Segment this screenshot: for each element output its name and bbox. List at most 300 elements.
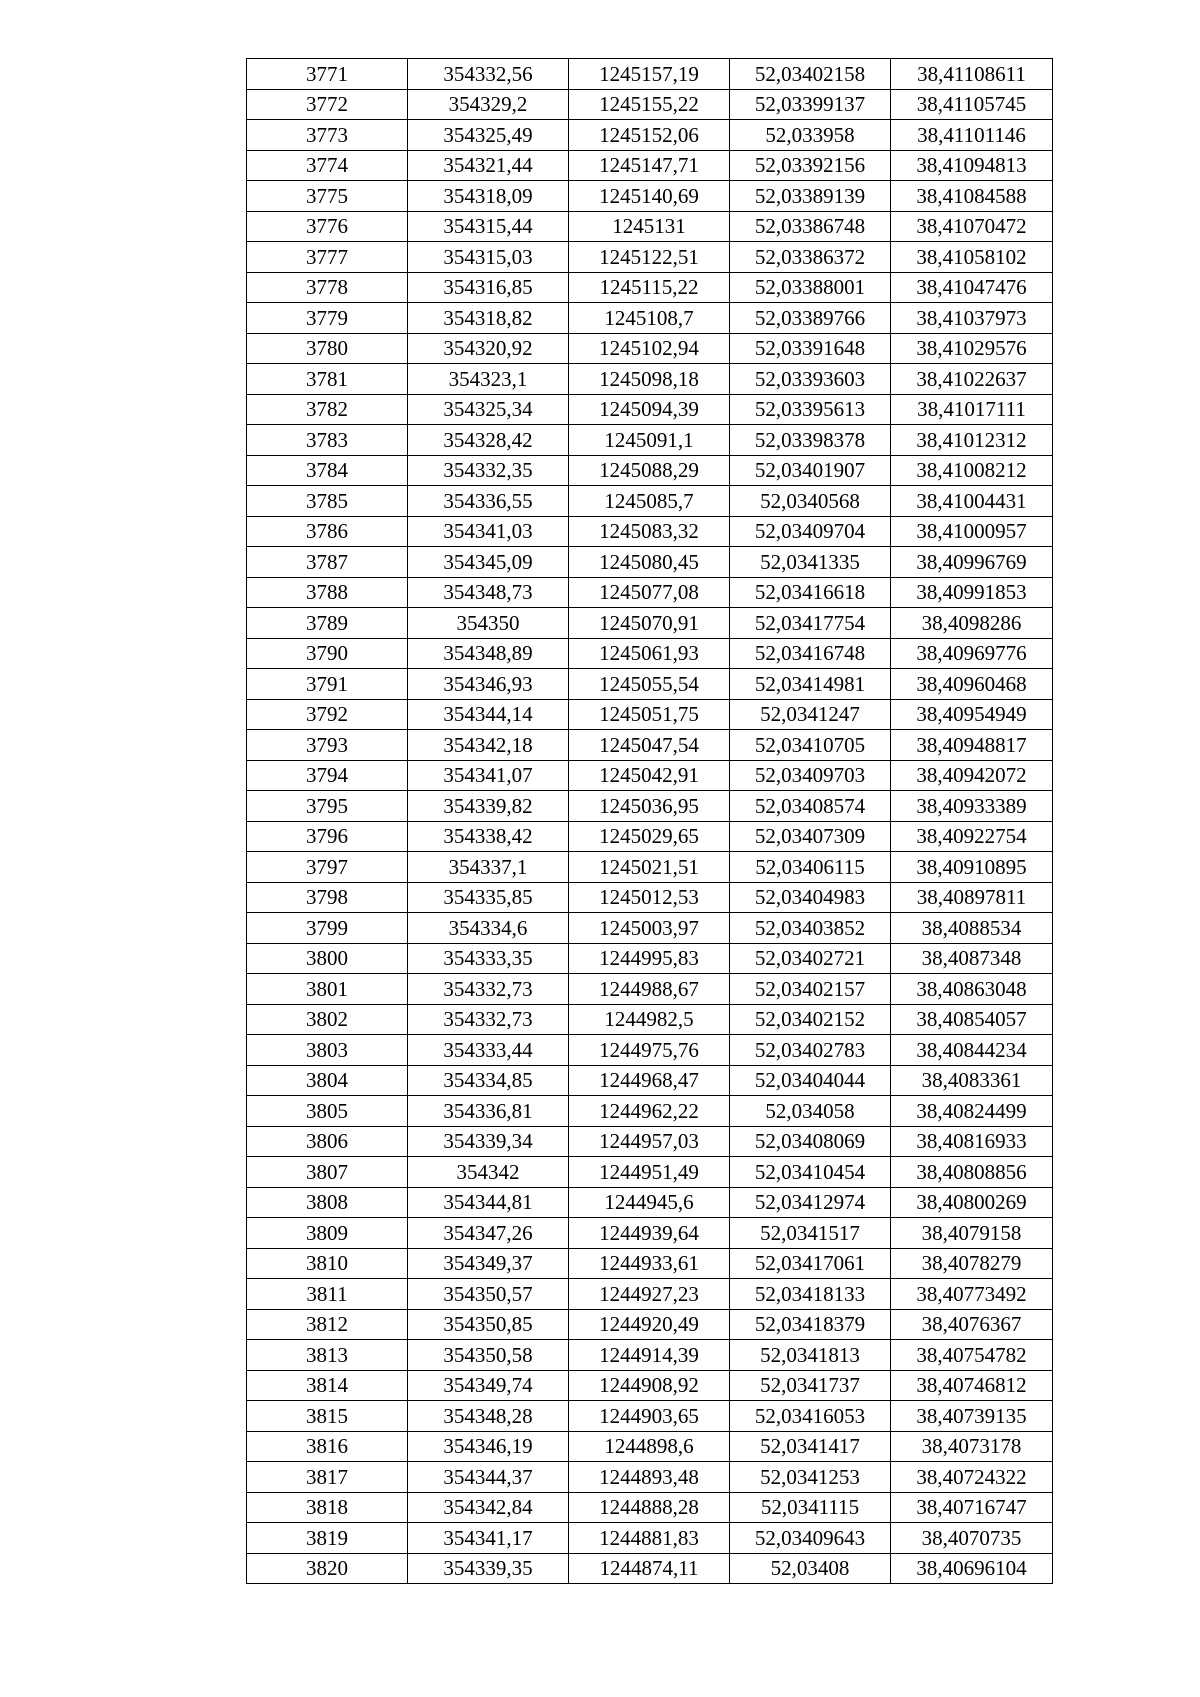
- table-row: [247, 303, 1053, 334]
- longitude-cell: 38,40808856: [891, 1157, 1053, 1188]
- y-coordinate-cell: 1244874,11: [569, 1553, 730, 1584]
- longitude-cell: 38,41017111: [891, 394, 1053, 425]
- y-coordinate-cell: 1245088,29: [569, 455, 730, 486]
- point-number-cell: 3810: [247, 1248, 408, 1279]
- longitude-cell: 38,40824499: [891, 1096, 1053, 1127]
- table-row: [247, 425, 1053, 456]
- y-coordinate-cell: 1245091,1: [569, 425, 730, 456]
- latitude-cell: 52,03388001: [730, 272, 891, 303]
- table-row: [247, 211, 1053, 242]
- point-number-cell: 3779: [247, 303, 408, 334]
- longitude-cell: 38,4078279: [891, 1248, 1053, 1279]
- y-coordinate-cell: 1245051,75: [569, 699, 730, 730]
- table-row: [247, 1157, 1053, 1188]
- table-row: [247, 608, 1053, 639]
- latitude-cell: 52,0341115: [730, 1492, 891, 1523]
- y-coordinate-cell: 1244982,5: [569, 1004, 730, 1035]
- y-coordinate-cell: 1245042,91: [569, 760, 730, 791]
- point-number-cell: 3781: [247, 364, 408, 395]
- longitude-cell: 38,41000957: [891, 516, 1053, 547]
- point-number-cell: 3787: [247, 547, 408, 578]
- y-coordinate-cell: 1245108,7: [569, 303, 730, 334]
- latitude-cell: 52,03404044: [730, 1065, 891, 1096]
- point-number-cell: 3805: [247, 1096, 408, 1127]
- longitude-cell: 38,40897811: [891, 882, 1053, 913]
- point-number-cell: 3785: [247, 486, 408, 517]
- longitude-cell: 38,40724322: [891, 1462, 1053, 1493]
- table-row: [247, 1492, 1053, 1523]
- x-coordinate-cell: 354328,42: [408, 425, 569, 456]
- longitude-cell: 38,40739135: [891, 1401, 1053, 1432]
- x-coordinate-cell: 354339,82: [408, 791, 569, 822]
- point-number-cell: 3819: [247, 1523, 408, 1554]
- y-coordinate-cell: 1245021,51: [569, 852, 730, 883]
- longitude-cell: 38,41105745: [891, 89, 1053, 120]
- longitude-cell: 38,41094813: [891, 150, 1053, 181]
- y-coordinate-cell: 1244995,83: [569, 943, 730, 974]
- latitude-cell: 52,0340568: [730, 486, 891, 517]
- point-number-cell: 3778: [247, 272, 408, 303]
- longitude-cell: 38,40910895: [891, 852, 1053, 883]
- longitude-cell: 38,40773492: [891, 1279, 1053, 1310]
- latitude-cell: 52,03408069: [730, 1126, 891, 1157]
- point-number-cell: 3795: [247, 791, 408, 822]
- latitude-cell: 52,03401907: [730, 455, 891, 486]
- longitude-cell: 38,41084588: [891, 181, 1053, 212]
- table-row: [247, 943, 1053, 974]
- table-row: [247, 1126, 1053, 1157]
- x-coordinate-cell: 354342,18: [408, 730, 569, 761]
- longitude-cell: 38,40844234: [891, 1035, 1053, 1066]
- point-number-cell: 3793: [247, 730, 408, 761]
- latitude-cell: 52,03404983: [730, 882, 891, 913]
- longitude-cell: 38,41101146: [891, 120, 1053, 151]
- table-row: [247, 699, 1053, 730]
- x-coordinate-cell: 354344,14: [408, 699, 569, 730]
- point-number-cell: 3786: [247, 516, 408, 547]
- y-coordinate-cell: 1245147,71: [569, 150, 730, 181]
- point-number-cell: 3791: [247, 669, 408, 700]
- point-number-cell: 3811: [247, 1279, 408, 1310]
- table-row: [247, 974, 1053, 1005]
- latitude-cell: 52,03402721: [730, 943, 891, 974]
- latitude-cell: 52,03410454: [730, 1157, 891, 1188]
- x-coordinate-cell: 354315,44: [408, 211, 569, 242]
- latitude-cell: 52,03410705: [730, 730, 891, 761]
- y-coordinate-cell: 1244888,28: [569, 1492, 730, 1523]
- y-coordinate-cell: 1244945,6: [569, 1187, 730, 1218]
- x-coordinate-cell: 354339,34: [408, 1126, 569, 1157]
- latitude-cell: 52,03391648: [730, 333, 891, 364]
- longitude-cell: 38,41058102: [891, 242, 1053, 273]
- table-row: [247, 669, 1053, 700]
- latitude-cell: 52,03417061: [730, 1248, 891, 1279]
- x-coordinate-cell: 354316,85: [408, 272, 569, 303]
- x-coordinate-cell: 354338,42: [408, 821, 569, 852]
- longitude-cell: 38,40954949: [891, 699, 1053, 730]
- latitude-cell: 52,03417754: [730, 608, 891, 639]
- table-row: [247, 1523, 1053, 1554]
- table-row: [247, 455, 1053, 486]
- table-row: [247, 913, 1053, 944]
- table-row: [247, 1431, 1053, 1462]
- longitude-cell: 38,41070472: [891, 211, 1053, 242]
- y-coordinate-cell: 1244927,23: [569, 1279, 730, 1310]
- latitude-cell: 52,03393603: [730, 364, 891, 395]
- longitude-cell: 38,4098286: [891, 608, 1053, 639]
- point-number-cell: 3794: [247, 760, 408, 791]
- point-number-cell: 3780: [247, 333, 408, 364]
- table-row: [247, 1401, 1053, 1432]
- x-coordinate-cell: 354344,81: [408, 1187, 569, 1218]
- y-coordinate-cell: 1244975,76: [569, 1035, 730, 1066]
- longitude-cell: 38,41037973: [891, 303, 1053, 334]
- table-row: [247, 1065, 1053, 1096]
- y-coordinate-cell: 1245157,19: [569, 59, 730, 90]
- x-coordinate-cell: 354348,73: [408, 577, 569, 608]
- y-coordinate-cell: 1245003,97: [569, 913, 730, 944]
- latitude-cell: 52,03402158: [730, 59, 891, 90]
- y-coordinate-cell: 1245047,54: [569, 730, 730, 761]
- longitude-cell: 38,41008212: [891, 455, 1053, 486]
- y-coordinate-cell: 1244903,65: [569, 1401, 730, 1432]
- point-number-cell: 3790: [247, 638, 408, 669]
- x-coordinate-cell: 354346,19: [408, 1431, 569, 1462]
- x-coordinate-cell: 354349,74: [408, 1370, 569, 1401]
- x-coordinate-cell: 354333,44: [408, 1035, 569, 1066]
- x-coordinate-cell: 354339,35: [408, 1553, 569, 1584]
- point-number-cell: 3774: [247, 150, 408, 181]
- y-coordinate-cell: 1245131: [569, 211, 730, 242]
- point-number-cell: 3807: [247, 1157, 408, 1188]
- x-coordinate-cell: 354325,34: [408, 394, 569, 425]
- latitude-cell: 52,03409643: [730, 1523, 891, 1554]
- y-coordinate-cell: 1244968,47: [569, 1065, 730, 1096]
- longitude-cell: 38,40854057: [891, 1004, 1053, 1035]
- table-row: [247, 394, 1053, 425]
- x-coordinate-cell: 354315,03: [408, 242, 569, 273]
- longitude-cell: 38,40800269: [891, 1187, 1053, 1218]
- x-coordinate-cell: 354336,55: [408, 486, 569, 517]
- table-row: [247, 730, 1053, 761]
- table-row: [247, 852, 1053, 883]
- longitude-cell: 38,40933389: [891, 791, 1053, 822]
- point-number-cell: 3797: [247, 852, 408, 883]
- longitude-cell: 38,4083361: [891, 1065, 1053, 1096]
- point-number-cell: 3783: [247, 425, 408, 456]
- latitude-cell: 52,03416618: [730, 577, 891, 608]
- latitude-cell: 52,03409704: [730, 516, 891, 547]
- y-coordinate-cell: 1245036,95: [569, 791, 730, 822]
- longitude-cell: 38,40991853: [891, 577, 1053, 608]
- latitude-cell: 52,03409703: [730, 760, 891, 791]
- x-coordinate-cell: 354350,58: [408, 1340, 569, 1371]
- point-number-cell: 3818: [247, 1492, 408, 1523]
- x-coordinate-cell: 354342,84: [408, 1492, 569, 1523]
- point-number-cell: 3817: [247, 1462, 408, 1493]
- latitude-cell: 52,03412974: [730, 1187, 891, 1218]
- latitude-cell: 52,03395613: [730, 394, 891, 425]
- latitude-cell: 52,03407309: [730, 821, 891, 852]
- x-coordinate-cell: 354348,28: [408, 1401, 569, 1432]
- point-number-cell: 3777: [247, 242, 408, 273]
- point-number-cell: 3773: [247, 120, 408, 151]
- x-coordinate-cell: 354347,26: [408, 1218, 569, 1249]
- point-number-cell: 3772: [247, 89, 408, 120]
- latitude-cell: 52,0341737: [730, 1370, 891, 1401]
- latitude-cell: 52,0341417: [730, 1431, 891, 1462]
- y-coordinate-cell: 1245070,91: [569, 608, 730, 639]
- x-coordinate-cell: 354334,85: [408, 1065, 569, 1096]
- point-number-cell: 3801: [247, 974, 408, 1005]
- latitude-cell: 52,03403852: [730, 913, 891, 944]
- point-number-cell: 3792: [247, 699, 408, 730]
- point-number-cell: 3796: [247, 821, 408, 852]
- y-coordinate-cell: 1244914,39: [569, 1340, 730, 1371]
- x-coordinate-cell: 354321,44: [408, 150, 569, 181]
- y-coordinate-cell: 1244988,67: [569, 974, 730, 1005]
- table-row: [247, 1096, 1053, 1127]
- table-row: [247, 1340, 1053, 1371]
- longitude-cell: 38,40754782: [891, 1340, 1053, 1371]
- point-number-cell: 3820: [247, 1553, 408, 1584]
- x-coordinate-cell: 354332,73: [408, 974, 569, 1005]
- x-coordinate-cell: 354334,6: [408, 913, 569, 944]
- x-coordinate-cell: 354342: [408, 1157, 569, 1188]
- table-row: [247, 59, 1053, 90]
- x-coordinate-cell: 354350,57: [408, 1279, 569, 1310]
- longitude-cell: 38,40948817: [891, 730, 1053, 761]
- latitude-cell: 52,0341247: [730, 699, 891, 730]
- x-coordinate-cell: 354346,93: [408, 669, 569, 700]
- table-row: [247, 333, 1053, 364]
- y-coordinate-cell: 1245012,53: [569, 882, 730, 913]
- coordinates-table: [246, 58, 1053, 1584]
- latitude-cell: 52,03416748: [730, 638, 891, 669]
- point-number-cell: 3789: [247, 608, 408, 639]
- point-number-cell: 3808: [247, 1187, 408, 1218]
- table-row: [247, 1187, 1053, 1218]
- table-row: [247, 1370, 1053, 1401]
- longitude-cell: 38,40969776: [891, 638, 1053, 669]
- point-number-cell: 3771: [247, 59, 408, 90]
- y-coordinate-cell: 1245152,06: [569, 120, 730, 151]
- point-number-cell: 3782: [247, 394, 408, 425]
- y-coordinate-cell: 1245029,65: [569, 821, 730, 852]
- y-coordinate-cell: 1245155,22: [569, 89, 730, 120]
- x-coordinate-cell: 354318,82: [408, 303, 569, 334]
- latitude-cell: 52,03402783: [730, 1035, 891, 1066]
- y-coordinate-cell: 1245094,39: [569, 394, 730, 425]
- latitude-cell: 52,03386748: [730, 211, 891, 242]
- point-number-cell: 3809: [247, 1218, 408, 1249]
- x-coordinate-cell: 354325,49: [408, 120, 569, 151]
- y-coordinate-cell: 1244881,83: [569, 1523, 730, 1554]
- latitude-cell: 52,033958: [730, 120, 891, 151]
- x-coordinate-cell: 354337,1: [408, 852, 569, 883]
- table-row: [247, 882, 1053, 913]
- table-row: [247, 181, 1053, 212]
- y-coordinate-cell: 1245085,7: [569, 486, 730, 517]
- y-coordinate-cell: 1245055,54: [569, 669, 730, 700]
- longitude-cell: 38,4079158: [891, 1218, 1053, 1249]
- coordinates-table-body: [247, 59, 1053, 1584]
- y-coordinate-cell: 1245122,51: [569, 242, 730, 273]
- longitude-cell: 38,40696104: [891, 1553, 1053, 1584]
- point-number-cell: 3775: [247, 181, 408, 212]
- table-row: [247, 577, 1053, 608]
- longitude-cell: 38,4076367: [891, 1309, 1053, 1340]
- latitude-cell: 52,03392156: [730, 150, 891, 181]
- latitude-cell: 52,03416053: [730, 1401, 891, 1432]
- x-coordinate-cell: 354341,17: [408, 1523, 569, 1554]
- x-coordinate-cell: 354341,07: [408, 760, 569, 791]
- latitude-cell: 52,03418379: [730, 1309, 891, 1340]
- x-coordinate-cell: 354336,81: [408, 1096, 569, 1127]
- point-number-cell: 3784: [247, 455, 408, 486]
- latitude-cell: 52,0341253: [730, 1462, 891, 1493]
- table-row: [247, 120, 1053, 151]
- latitude-cell: 52,034058: [730, 1096, 891, 1127]
- y-coordinate-cell: 1244908,92: [569, 1370, 730, 1401]
- y-coordinate-cell: 1244898,6: [569, 1431, 730, 1462]
- table-row: [247, 791, 1053, 822]
- table-row: [247, 89, 1053, 120]
- longitude-cell: 38,40716747: [891, 1492, 1053, 1523]
- longitude-cell: 38,4088534: [891, 913, 1053, 944]
- y-coordinate-cell: 1245083,32: [569, 516, 730, 547]
- table-row: [247, 760, 1053, 791]
- point-number-cell: 3804: [247, 1065, 408, 1096]
- x-coordinate-cell: 354349,37: [408, 1248, 569, 1279]
- point-number-cell: 3812: [247, 1309, 408, 1340]
- x-coordinate-cell: 354350: [408, 608, 569, 639]
- table-row: [247, 272, 1053, 303]
- point-number-cell: 3799: [247, 913, 408, 944]
- latitude-cell: 52,03386372: [730, 242, 891, 273]
- longitude-cell: 38,41004431: [891, 486, 1053, 517]
- x-coordinate-cell: 354323,1: [408, 364, 569, 395]
- latitude-cell: 52,0341517: [730, 1218, 891, 1249]
- latitude-cell: 52,03402152: [730, 1004, 891, 1035]
- latitude-cell: 52,0341335: [730, 547, 891, 578]
- table-row: [247, 1035, 1053, 1066]
- latitude-cell: 52,03399137: [730, 89, 891, 120]
- point-number-cell: 3803: [247, 1035, 408, 1066]
- x-coordinate-cell: 354332,73: [408, 1004, 569, 1035]
- table-row: [247, 1218, 1053, 1249]
- longitude-cell: 38,4087348: [891, 943, 1053, 974]
- x-coordinate-cell: 354344,37: [408, 1462, 569, 1493]
- latitude-cell: 52,0341813: [730, 1340, 891, 1371]
- point-number-cell: 3814: [247, 1370, 408, 1401]
- longitude-cell: 38,40960468: [891, 669, 1053, 700]
- point-number-cell: 3816: [247, 1431, 408, 1462]
- x-coordinate-cell: 354318,09: [408, 181, 569, 212]
- y-coordinate-cell: 1245061,93: [569, 638, 730, 669]
- x-coordinate-cell: 354341,03: [408, 516, 569, 547]
- y-coordinate-cell: 1244951,49: [569, 1157, 730, 1188]
- latitude-cell: 52,03389139: [730, 181, 891, 212]
- x-coordinate-cell: 354332,35: [408, 455, 569, 486]
- table-row: [247, 242, 1053, 273]
- y-coordinate-cell: 1244933,61: [569, 1248, 730, 1279]
- y-coordinate-cell: 1244957,03: [569, 1126, 730, 1157]
- table-row: [247, 1004, 1053, 1035]
- table-row: [247, 1553, 1053, 1584]
- longitude-cell: 38,41047476: [891, 272, 1053, 303]
- x-coordinate-cell: 354333,35: [408, 943, 569, 974]
- longitude-cell: 38,40863048: [891, 974, 1053, 1005]
- table-row: [247, 1462, 1053, 1493]
- x-coordinate-cell: 354348,89: [408, 638, 569, 669]
- latitude-cell: 52,03408574: [730, 791, 891, 822]
- y-coordinate-cell: 1244962,22: [569, 1096, 730, 1127]
- table-row: [247, 364, 1053, 395]
- point-number-cell: 3806: [247, 1126, 408, 1157]
- table-row: [247, 150, 1053, 181]
- point-number-cell: 3815: [247, 1401, 408, 1432]
- point-number-cell: 3813: [247, 1340, 408, 1371]
- longitude-cell: 38,4070735: [891, 1523, 1053, 1554]
- longitude-cell: 38,40922754: [891, 821, 1053, 852]
- x-coordinate-cell: 354335,85: [408, 882, 569, 913]
- table-row: [247, 1309, 1053, 1340]
- point-number-cell: 3800: [247, 943, 408, 974]
- x-coordinate-cell: 354332,56: [408, 59, 569, 90]
- longitude-cell: 38,40816933: [891, 1126, 1053, 1157]
- y-coordinate-cell: 1245080,45: [569, 547, 730, 578]
- longitude-cell: 38,40942072: [891, 760, 1053, 791]
- x-coordinate-cell: 354345,09: [408, 547, 569, 578]
- y-coordinate-cell: 1244920,49: [569, 1309, 730, 1340]
- point-number-cell: 3788: [247, 577, 408, 608]
- latitude-cell: 52,03406115: [730, 852, 891, 883]
- latitude-cell: 52,03398378: [730, 425, 891, 456]
- y-coordinate-cell: 1245102,94: [569, 333, 730, 364]
- table-row: [247, 516, 1053, 547]
- latitude-cell: 52,03414981: [730, 669, 891, 700]
- y-coordinate-cell: 1245098,18: [569, 364, 730, 395]
- longitude-cell: 38,4073178: [891, 1431, 1053, 1462]
- longitude-cell: 38,40996769: [891, 547, 1053, 578]
- longitude-cell: 38,41108611: [891, 59, 1053, 90]
- table-row: [247, 638, 1053, 669]
- longitude-cell: 38,41029576: [891, 333, 1053, 364]
- table-row: [247, 1248, 1053, 1279]
- latitude-cell: 52,03418133: [730, 1279, 891, 1310]
- latitude-cell: 52,03402157: [730, 974, 891, 1005]
- table-row: [247, 821, 1053, 852]
- latitude-cell: 52,03408: [730, 1553, 891, 1584]
- x-coordinate-cell: 354350,85: [408, 1309, 569, 1340]
- point-number-cell: 3776: [247, 211, 408, 242]
- table-row: [247, 1279, 1053, 1310]
- point-number-cell: 3802: [247, 1004, 408, 1035]
- y-coordinate-cell: 1245140,69: [569, 181, 730, 212]
- x-coordinate-cell: 354329,2: [408, 89, 569, 120]
- x-coordinate-cell: 354320,92: [408, 333, 569, 364]
- point-number-cell: 3798: [247, 882, 408, 913]
- y-coordinate-cell: 1245115,22: [569, 272, 730, 303]
- y-coordinate-cell: 1244939,64: [569, 1218, 730, 1249]
- longitude-cell: 38,41012312: [891, 425, 1053, 456]
- y-coordinate-cell: 1245077,08: [569, 577, 730, 608]
- table-row: [247, 547, 1053, 578]
- latitude-cell: 52,03389766: [730, 303, 891, 334]
- table-row: [247, 486, 1053, 517]
- longitude-cell: 38,41022637: [891, 364, 1053, 395]
